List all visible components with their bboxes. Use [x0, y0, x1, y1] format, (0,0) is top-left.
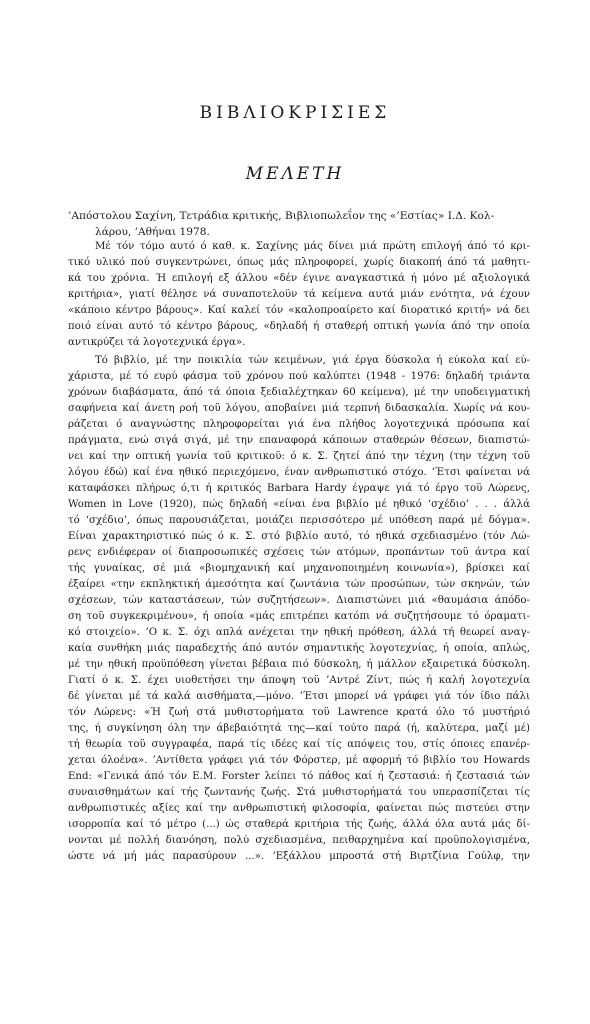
- body-line: καταφάσκει πλήρως ό,τι ή κριτικός Barbara Hardy έγραψε γιά τό έργο τοϋ Λώρενς,: [68, 483, 530, 494]
- body-line: ώστε νά μή μάς παρασύρουν ...». ’Εξάλλου μπροστά στή Βιρτζίνια Γούλφ, την: [68, 851, 530, 862]
- body-line: τό ‘σχέδιο’, όπως παρουσιάζεται, μοιάζει περισσότερο μέ υπόθεση παρά μέ δόγμα».: [68, 515, 530, 526]
- body-line: ποιό είναι αυτό τό κέντρο βάρους, «δηλαδή ή σταθερή οπτική γωνία άπό την οποία: [68, 321, 530, 332]
- body-line: δέ γίνεται μέ τά καλά αισθήματα,—μόνο. ’Έτσι μπορεί νά γράφει γιά τόν ίδιο πάλι: [68, 691, 530, 702]
- body-line: λόγου έδώ) καί ένα ηθικό περιεχόμενο, έναν ανθρωπιστικό στόχο. ’Έτσι φαίνεται νά: [68, 467, 530, 478]
- body-line: κό στοιχείο». ’Ο κ. Σ. όχι απλά ανέχεται την ηθική πρόθεση, άλλά τή θεωρεί αναγ-: [68, 627, 530, 638]
- body-line: αντικρύζει τά λογοτεχνικά έργα».: [68, 337, 246, 348]
- body-line: συναισθημάτων καί τής ζωντανής ζωής. Στά μυθιστορήματά του υπερασπίζεται τίς: [68, 787, 530, 798]
- body-line: «κάποιο κέντρο βάρους». Καί καλεί τόν «καλοπροαίρετο καί διορατικό κριτή» νά δει: [68, 305, 530, 316]
- body-line: νει καί την οπτική γωνία τοϋ κριτικοϋ: ό κ. Σ. ζητεί άπό την τέχνη (την τέχνη τοϋ: [68, 451, 530, 462]
- body-line: χρόνων διαβάσματα, άπό τά όποια ξεδιαλέχτηκαν 60 κείμενα), μέ την υποδειγματική: [68, 387, 530, 398]
- body-line: πράγματα, ενώ σιγά σιγά, μέ την επαναφορά κάποιων σταθερών θέσεων, διαπιστώ-: [68, 435, 530, 446]
- body-line: νονται μέ πολλή διανόηση, πολύ σχεδιασμένα, πειθαρχημένα καί προϋπολογισμένα,: [68, 835, 530, 846]
- body-line: μέ την ηθική προϋπόθεση γίνεται βέβαια πιό δύσκολη, ή μάλλον εξαιρετικά δύσκολη.: [68, 659, 530, 670]
- subtitle: ΜΕΛΕΤΗ: [245, 164, 345, 184]
- body-line: χάριστα, μέ τό ευρύ φάσμα τοϋ χρόνου πού καλύπτει (1948 - 1976: δηλαδή τριάντα: [68, 371, 530, 382]
- body-line: τής γυναίκας, σέ μιά «βιομηχανική καί μηχανοποιημένη κοινωνία»), βρίσκει καί: [68, 563, 530, 574]
- body-line: Τό βιβλίο, μέ την ποικιλία τών κειμένων, γιά έργα δύσκολα ή εύκολα καί εύ-: [95, 355, 530, 366]
- body-line: End: «Γενικά άπό τόν E.M. Forster λείπει τό πάθος καί ή ζεστασιά: ή ζεστασιά τών: [68, 771, 530, 782]
- section-title: ΒΙΒΛΙΟΚΡΙΣΙΕΣ: [199, 103, 391, 123]
- body-line: ισορροπία καί τό μέτρο (...) ώς σταθερά κριτήρια τής ζωής, άλλά όλα αυτά μάς δί-: [68, 819, 530, 830]
- bibliography-line-2: λάρου, ’Αθήναι 1978.: [95, 226, 210, 238]
- body-line: Μέ τόν τόμο αυτό ό καθ. κ. Σαχίνης μάς δίνει μιά πρώτη επιλογή άπό τό κρι-: [95, 241, 530, 252]
- body-line: Είναι χαρακτηριστικό πώς ό κ. Σ. στό βιβλίο αυτό, τό ηθικά σχεδιασμένο (τόν Λώ-: [68, 531, 530, 542]
- body-line: Women in Love (1920), πώς δηλαδή «είναι ένα βιβλίο μέ ηθικό ‘σχέδιο’ . . . άλλά: [68, 499, 530, 510]
- body-line: ση τοϋ συγκεκριμένου», ή οποία «μάς επιτρέπει κατόπι νά συζητήσουμε τό όραματι-: [68, 611, 530, 622]
- body-line: σχέσεων, τών καταστάσεων, τών συζητήσεων». Διαπιστώνει μιά «θαυμάσια άπόδο-: [68, 595, 530, 606]
- body-line: Γιατί ό κ. Σ. έχει υιοθετήσει την άποψη τοϋ ’Αντρέ Ζίντ, πώς ή καλή λογοτεχνία: [68, 675, 530, 686]
- body-line: σαφήνεια καί άνετη ροή τοϋ λόγου, αποβαίνει μιά τερπνή διδασκαλία. Χωρίς νά κου-: [68, 403, 530, 414]
- body-line: χεται όλοένα». ’Αντίθετα γράφει γιά τόν Φόρστερ, μέ αφορμή τό βιβλίο του Howards: [68, 755, 530, 766]
- body-line: κά του χρόνια. Ή επιλογή εξ άλλου «δέν έγινε αναγκαστικά ή μόνο μέ αξιολογικά: [68, 273, 530, 284]
- body-line: ανθρωπιστικές αξίες καί την ανθρωπιστική φιλοσοφία, φαίνεται πώς πιστεύει στην: [68, 803, 530, 814]
- body-line: τόν Λώρενς: «Ή ζωή στά μυθιστορήματα τοϋ Lawrence κρατά όλο τό μυστήριό: [68, 707, 530, 718]
- body-line: ρενς ενδιέφεραν οί διαπροσωπικές σχέσεις τών ατόμων, προπάντων τοϋ άντρα καί: [68, 547, 530, 558]
- bibliography-line-1: ’Απόστολου Σαχίνη, Τετράδια κριτικής, Βιβλιοπωλεΐον της «’Εστίας» Ι.Δ. Κολ-: [68, 210, 495, 222]
- body-line: καία συνθήκη μιάς παραδεχτής άπό αυτόν σημαντικής λογοτεχνίας, ή οποία, απλώς,: [68, 643, 530, 654]
- body-line: κριτήρια», γιατί θέλησε νά συναποτελοϋν τά κείμενα αυτά μιάν ενότητα, νά έχουν: [68, 289, 530, 300]
- body-line: τή θεωρία τοϋ συγγραφέα, παρά τίς ιδέες καί τίς απόψεις του, στίς όποιες επανέρ-: [68, 739, 530, 750]
- body-line: ράζεται ό αναγνώστης πληροφορείται γιά ένα πλήθος λογοτεχνικά πρόσωπα καί: [68, 419, 530, 430]
- body-line: έξαίρει «την εκπληκτική άμεσότητα καί ζωντάνια τών προσώπων, τών σκηνών, τών: [68, 579, 530, 590]
- body-line: της, ή συγκίνηση όλη την άβεβαιότητά της—καί τούτο παρά (ή, καλύτερα, μαζί μέ): [68, 723, 530, 734]
- body-line: τικό υλικό πού συγκεντρώνει, όπως μάς πληροφορεί, χωρίς διακοπή άπό τά μαθητι-: [68, 257, 530, 268]
